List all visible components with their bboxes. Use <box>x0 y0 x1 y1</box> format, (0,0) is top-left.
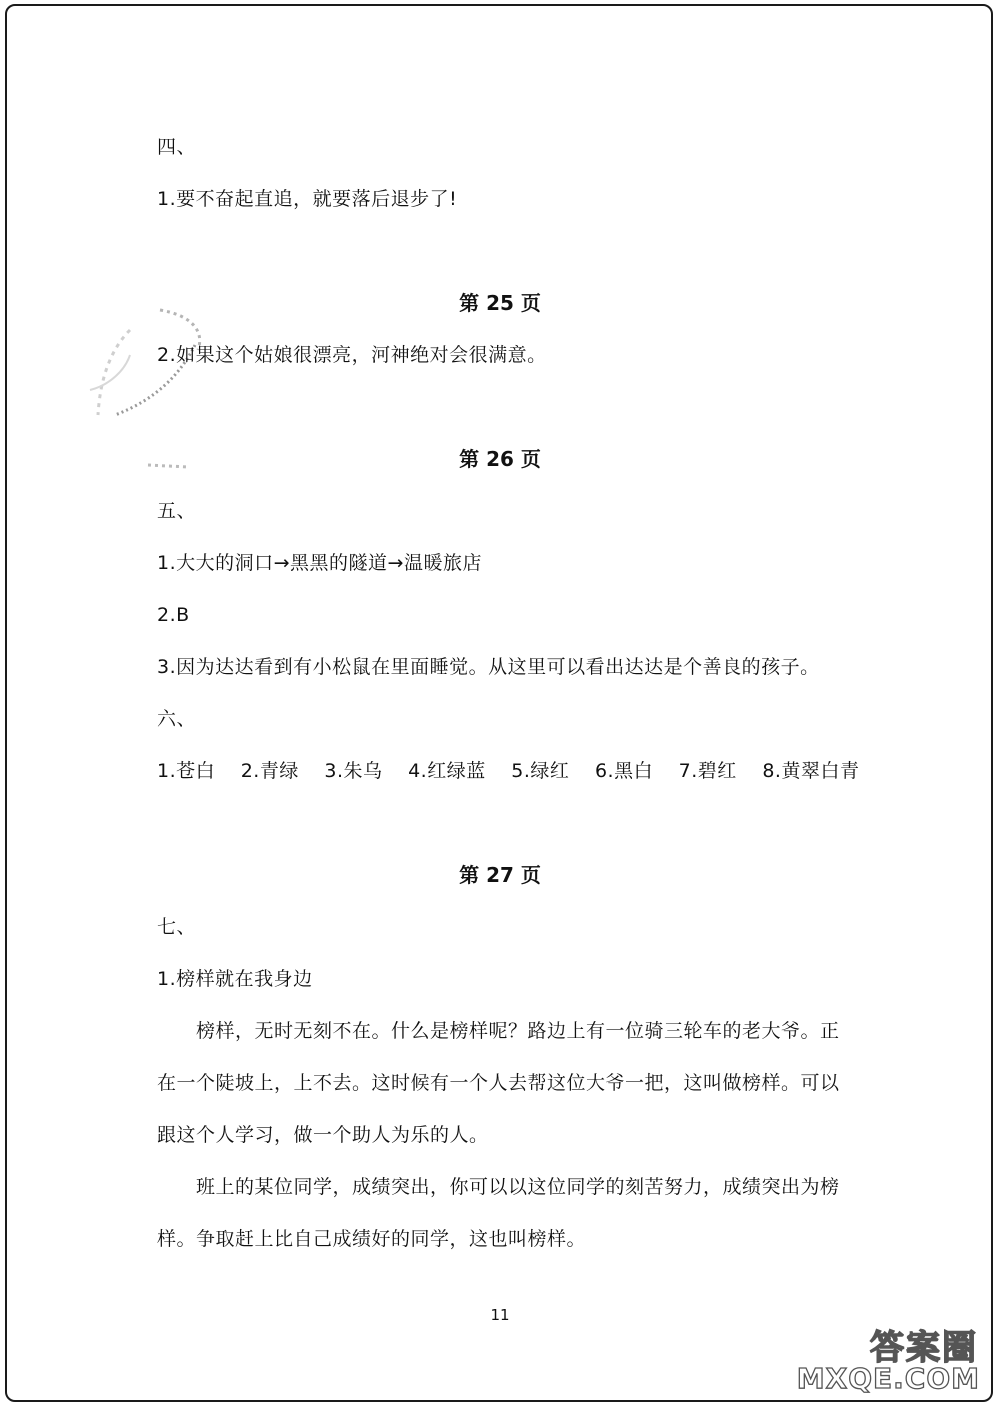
essay-paragraph-1-line-1: 榜样，无时无刻不在。什么是榜样呢？路边上有一位骑三轮车的老大爷。正 <box>196 1020 840 1042</box>
page-26-heading: 第 26 页 <box>459 447 541 471</box>
essay-paragraph-1-line-3: 跟这个人学习，做一个助人为乐的人。 <box>157 1124 489 1146</box>
page-25-heading: 第 25 页 <box>459 291 541 315</box>
section-six-label: 六、 <box>157 708 197 730</box>
essay-paragraph-1-line-2: 在一个陡坡上，上不去。这时候有一个人去帮这位大爷一把，这叫做榜样。可以 <box>157 1072 840 1094</box>
answer-item: 5.绿红 <box>511 760 570 782</box>
section-six-answers <box>157 758 878 784</box>
answer-item: 8.黄翠白青 <box>762 760 860 782</box>
answer-item: 2.青绿 <box>240 760 299 782</box>
section-four-label: 四、 <box>157 136 197 158</box>
section-five-answer-1: 1.大大的洞口→黑黑的隧道→温暖旅店 <box>157 552 482 574</box>
section-five-label: 五、 <box>157 500 197 522</box>
section-seven-label: 七、 <box>157 916 197 938</box>
watermark <box>796 1320 988 1400</box>
watermark-brand: 答案圈 <box>870 1328 978 1368</box>
section-five-answer-3: 3.因为达达看到有小松鼠在里面睡觉。从这里可以看出达达是个善良的孩子。 <box>157 656 820 678</box>
section-five-answer-2: 2.B <box>157 604 190 626</box>
section-four-answer-2: 2.如果这个姑娘很漂亮，河神绝对会很满意。 <box>157 344 547 366</box>
answer-item: 4.红绿蓝 <box>408 760 486 782</box>
section-four-answer-1: 1.要不奋起直追，就要落后退步了! <box>157 188 458 210</box>
essay-title: 1.榜样就在我身边 <box>157 968 313 990</box>
essay-paragraph-2-line-2: 样。争取赶上比自己成绩好的同学，这也叫榜样。 <box>157 1228 587 1250</box>
answer-item: 6.黑白 <box>594 760 654 782</box>
page-27-heading: 第 27 页 <box>459 863 541 887</box>
answer-item: 1.苍白 <box>157 760 216 782</box>
watermark-url: MXQE.COM <box>796 1362 980 1395</box>
essay-paragraph-2-line-1: 班上的某位同学，成绩突出，你可以以这位同学的刻苦努力，成绩突出为榜 <box>196 1176 840 1198</box>
answer-item: 3.朱乌 <box>324 760 383 782</box>
answer-item: 7.碧红 <box>678 760 737 782</box>
page-number: 11 <box>490 1306 510 1324</box>
